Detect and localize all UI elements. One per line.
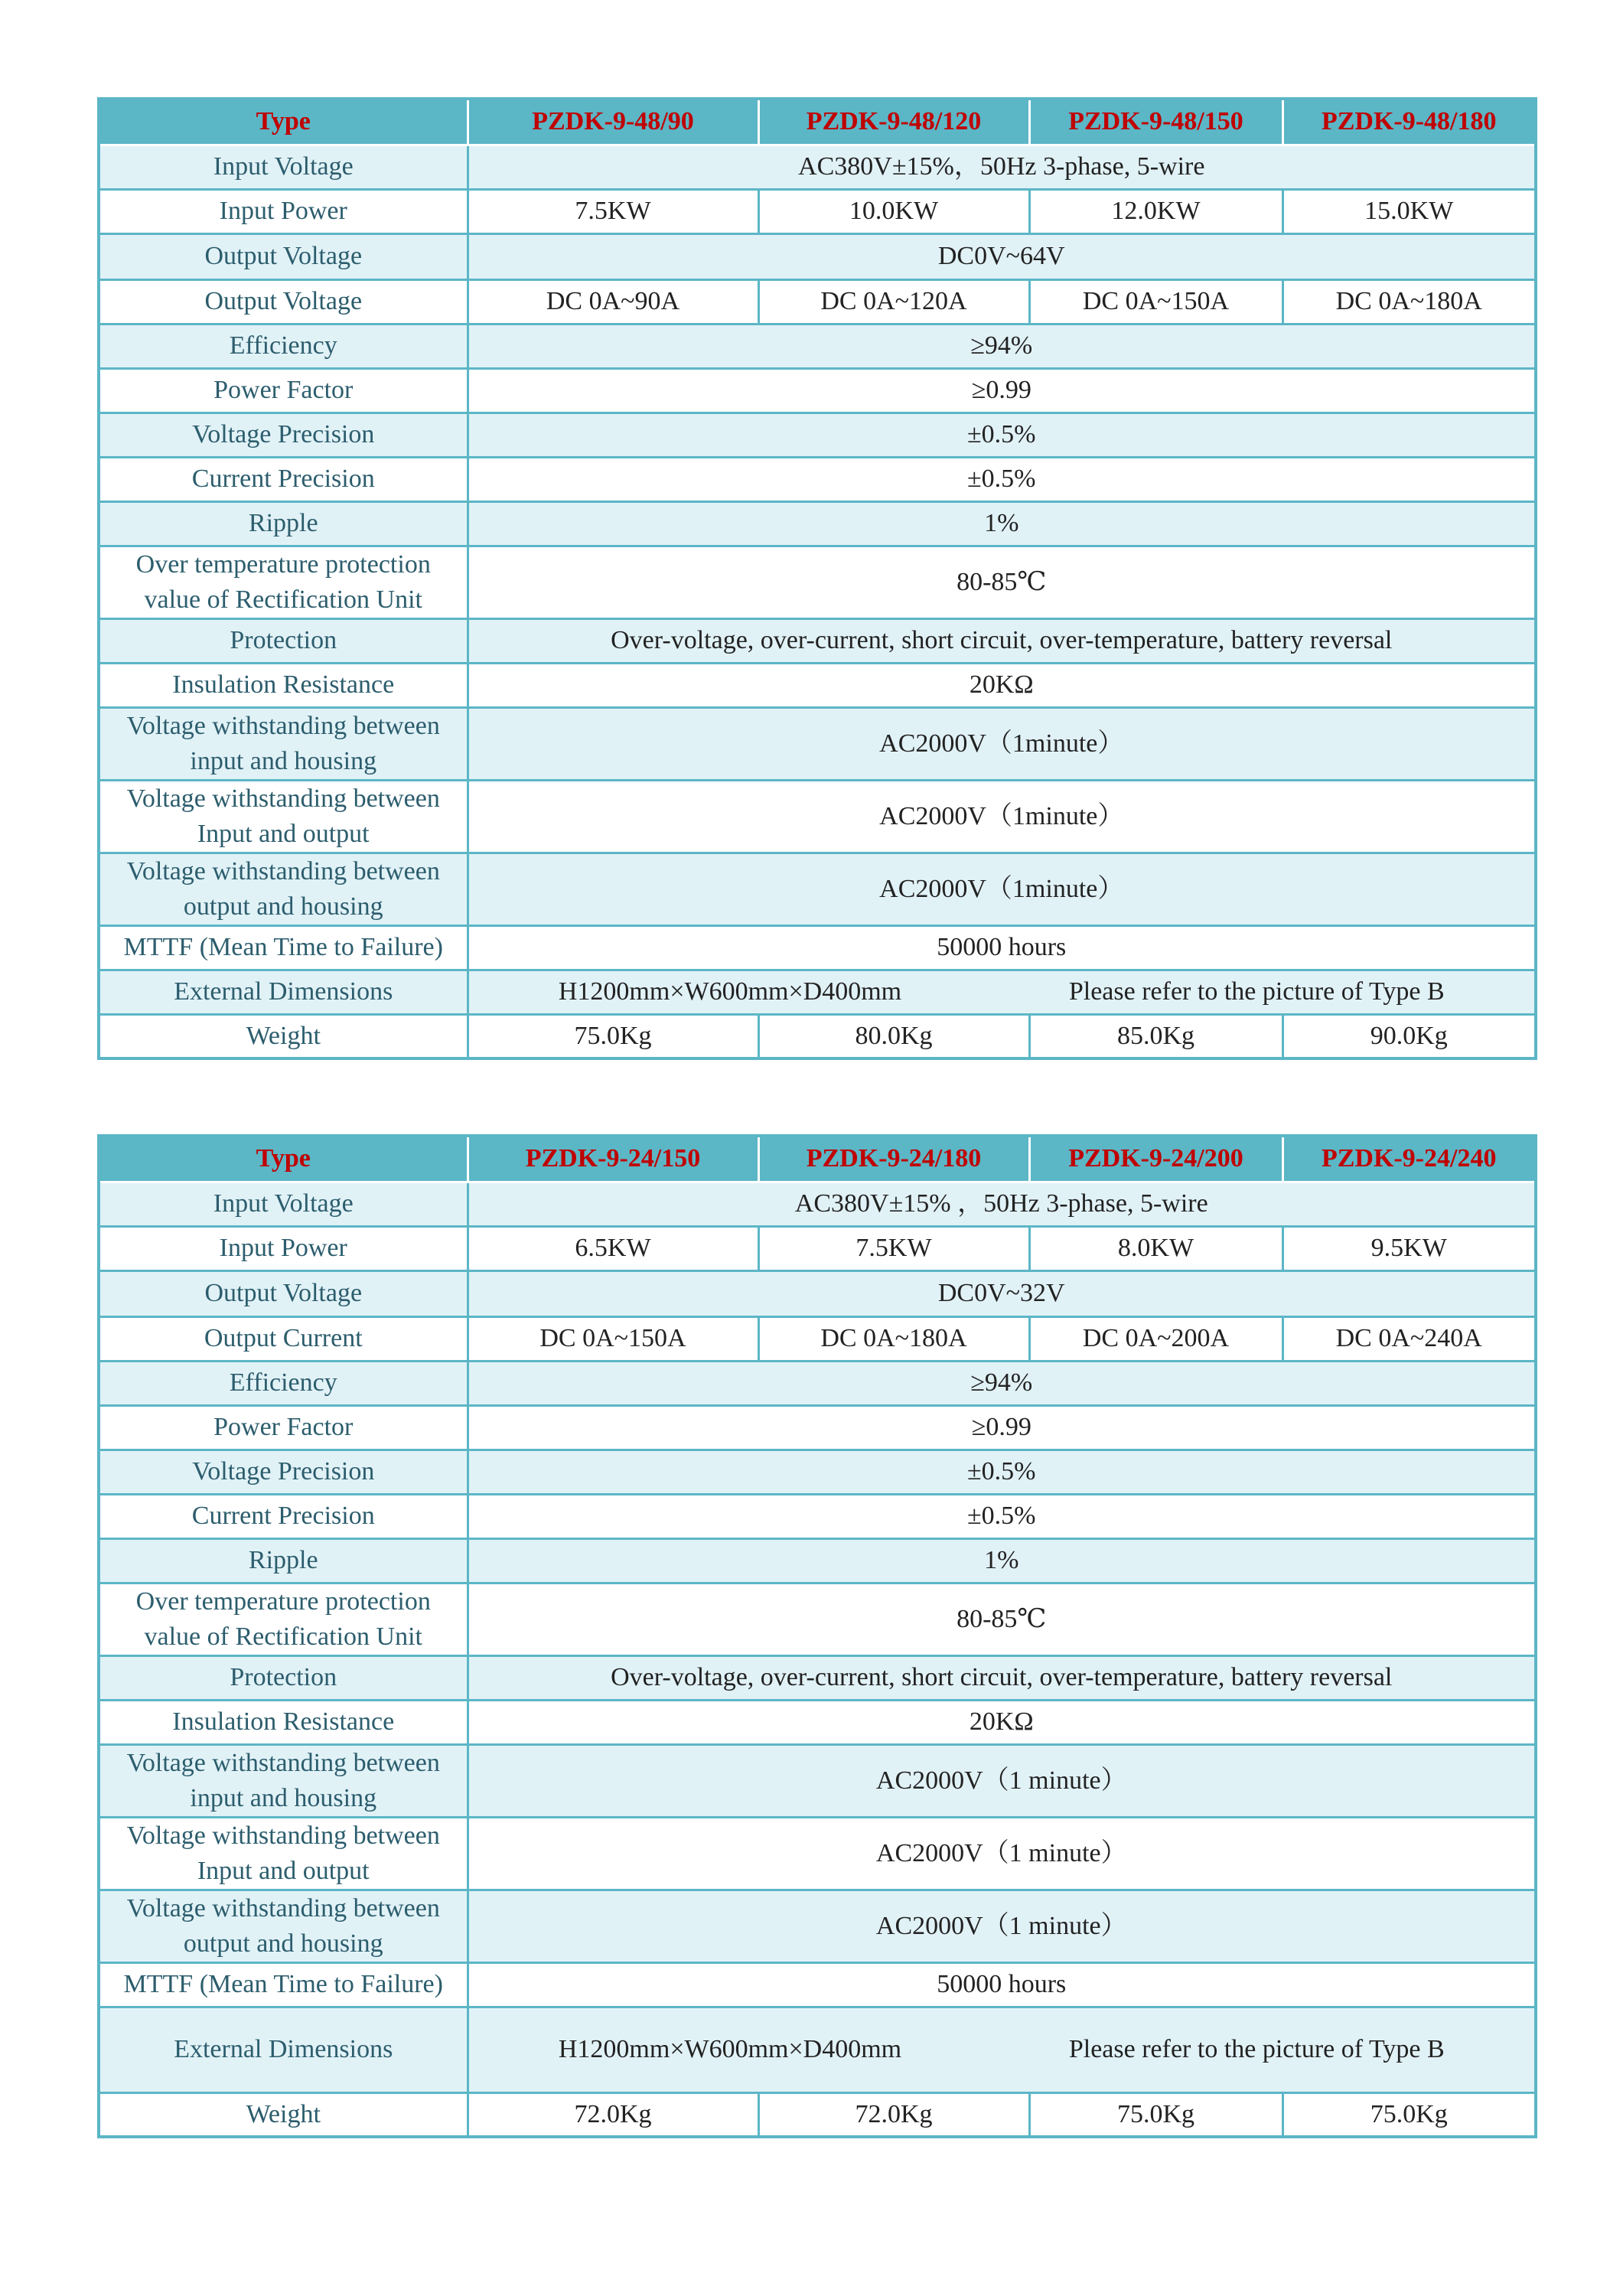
cell-value: 72.0Kg	[468, 2092, 758, 2137]
cell-value: 75.0Kg	[1282, 2092, 1536, 2137]
cell-value: 10.0KW	[758, 189, 1029, 233]
cell-value: DC 0A~120A	[758, 279, 1029, 324]
cell-value-merged: 1%	[468, 1538, 1536, 1583]
cell-value-merged: AC380V±15% ，50Hz 3-phase, 5-wire	[468, 1182, 1536, 1226]
table-row	[99, 368, 1536, 413]
table-row	[99, 663, 1536, 707]
row-label: Output Voltage	[99, 1270, 468, 1316]
cell-value: 80.0Kg	[758, 1014, 1029, 1058]
spec-table-48v	[97, 97, 1537, 1060]
row-label: Input Voltage	[99, 1182, 468, 1226]
cell-value-merged: ≥94%	[468, 1361, 1536, 1405]
row-label: Insulation Resistance	[99, 1700, 468, 1744]
row-label: Ripple	[99, 1538, 468, 1583]
cell-value-merged: 50000 hours	[468, 925, 1536, 970]
cell-value: 7.5KW	[758, 1226, 1029, 1270]
cell-value: 7.5KW	[468, 189, 758, 233]
table-row	[99, 1583, 1536, 1655]
table-row	[99, 413, 1536, 457]
table-row	[99, 1744, 1536, 1817]
cell-value-merged	[468, 970, 1536, 1014]
table-row	[99, 546, 1536, 618]
table-row	[99, 1817, 1536, 1890]
table-row	[99, 189, 1536, 233]
header-row	[99, 1136, 1536, 1182]
row-label: Weight	[99, 1014, 468, 1058]
table-row	[99, 1494, 1536, 1538]
cell-value-merged: ±0.5%	[468, 1450, 1536, 1494]
cell-value-merged: ≥94%	[468, 324, 1536, 368]
cell-value: 75.0Kg	[468, 1014, 758, 1058]
row-label: Over temperature protection value of Rectification Unit	[99, 546, 468, 618]
table-row	[99, 2092, 1536, 2137]
table-row	[99, 324, 1536, 368]
spec-table-24v	[97, 1134, 1537, 2138]
table-row	[99, 925, 1536, 970]
cell-value-merged: ±0.5%	[468, 1494, 1536, 1538]
cell-value-merged: AC2000V（1 minute）	[468, 1744, 1536, 1817]
row-label: Power Factor	[99, 368, 468, 413]
table-row	[99, 2007, 1536, 2092]
cell-value-merged	[468, 2007, 1536, 2092]
table-row	[99, 1890, 1536, 1962]
table-row	[99, 780, 1536, 853]
cell-value-merged: AC2000V（1 minute）	[468, 1817, 1536, 1890]
cell-value: 8.0KW	[1029, 1226, 1282, 1270]
row-label: External Dimensions	[99, 970, 468, 1014]
row-label: Voltage withstanding between output and housing	[99, 1890, 468, 1962]
header-type-label: Type	[99, 1136, 468, 1182]
row-label: Output Current	[99, 1316, 468, 1361]
table-row	[99, 1182, 1536, 1226]
cell-value-merged: AC2000V（1minute）	[468, 853, 1536, 925]
cell-value: DC 0A~150A	[1029, 279, 1282, 324]
table-row	[99, 1538, 1536, 1583]
cell-value: 85.0Kg	[1029, 1014, 1282, 1058]
row-label: Output Voltage	[99, 279, 468, 324]
dimension-size: H1200mm×W600mm×D400mm	[558, 2035, 902, 2063]
cell-value: 9.5KW	[1282, 1226, 1536, 1270]
cell-value: 90.0Kg	[1282, 1014, 1536, 1058]
table-row	[99, 1962, 1536, 2007]
table-row	[99, 1014, 1536, 1058]
row-label: Voltage withstanding between Input and output	[99, 780, 468, 853]
cell-value: DC 0A~90A	[468, 279, 758, 324]
row-label: Input Voltage	[99, 145, 468, 189]
dimension-values	[475, 2032, 1529, 2067]
cell-value-merged: ≥0.99	[468, 1405, 1536, 1450]
cell-value: 72.0Kg	[758, 2092, 1029, 2137]
cell-value-merged: AC2000V（1minute）	[468, 707, 1536, 780]
table-row	[99, 279, 1536, 324]
table-row	[99, 853, 1536, 925]
cell-value: DC 0A~240A	[1282, 1316, 1536, 1361]
cell-value-merged: ±0.5%	[468, 457, 1536, 501]
table-row	[99, 501, 1536, 546]
dimension-values	[475, 974, 1529, 1009]
table-row	[99, 707, 1536, 780]
cell-value-merged: ≥0.99	[468, 368, 1536, 413]
row-label: Voltage withstanding between Input and output	[99, 1817, 468, 1890]
cell-value-merged: 1%	[468, 501, 1536, 546]
dimension-note: Please refer to the picture of Type B	[1068, 977, 1445, 1006]
cell-value-merged: 80-85℃	[468, 546, 1536, 618]
row-label: Voltage withstanding between input and housing	[99, 707, 468, 780]
row-label: Protection	[99, 618, 468, 663]
cell-value: DC 0A~150A	[468, 1316, 758, 1361]
row-label: Weight	[99, 2092, 468, 2137]
cell-value-merged: Over-voltage, over-current, short circuit, over-temperature, battery reversal	[468, 618, 1536, 663]
table-row	[99, 1655, 1536, 1700]
row-label: Ripple	[99, 501, 468, 546]
cell-value-merged: Over-voltage, over-current, short circuit, over-temperature, battery reversal	[468, 1655, 1536, 1700]
header-model: PZDK-9-24/150	[468, 1136, 758, 1182]
cell-value: DC 0A~200A	[1029, 1316, 1282, 1361]
table-row	[99, 1361, 1536, 1405]
cell-value: DC 0A~180A	[1282, 279, 1536, 324]
table-row	[99, 618, 1536, 663]
row-label: Input Power	[99, 1226, 468, 1270]
row-label: MTTF (Mean Time to Failure)	[99, 1962, 468, 2007]
table-row	[99, 145, 1536, 189]
row-label: Protection	[99, 1655, 468, 1700]
cell-value-merged: DC0V~32V	[468, 1270, 1536, 1316]
table-row	[99, 1270, 1536, 1316]
cell-value-merged: AC2000V（1minute）	[468, 780, 1536, 853]
row-label: Voltage Precision	[99, 413, 468, 457]
row-label: Insulation Resistance	[99, 663, 468, 707]
dimension-size: H1200mm×W600mm×D400mm	[558, 977, 902, 1006]
row-label: Current Precision	[99, 457, 468, 501]
row-label: Input Power	[99, 189, 468, 233]
cell-value-merged: AC2000V（1 minute）	[468, 1890, 1536, 1962]
header-model: PZDK-9-48/120	[758, 99, 1029, 145]
table-row	[99, 1316, 1536, 1361]
cell-value: 15.0KW	[1282, 189, 1536, 233]
header-row	[99, 99, 1536, 145]
row-label: Voltage Precision	[99, 1450, 468, 1494]
header-model: PZDK-9-48/150	[1029, 99, 1282, 145]
cell-value: 75.0Kg	[1029, 2092, 1282, 2137]
cell-value-merged: 80-85℃	[468, 1583, 1536, 1655]
cell-value: 12.0KW	[1029, 189, 1282, 233]
table-row	[99, 233, 1536, 279]
header-type-label: Type	[99, 99, 468, 145]
row-label: Over temperature protection value of Rectification Unit	[99, 1583, 468, 1655]
table-row	[99, 970, 1536, 1014]
table-row	[99, 1405, 1536, 1450]
header-model: PZDK-9-48/90	[468, 99, 758, 145]
header-model: PZDK-9-48/180	[1282, 99, 1536, 145]
table-row	[99, 457, 1536, 501]
cell-value: DC 0A~180A	[758, 1316, 1029, 1361]
dimension-note: Please refer to the picture of Type B	[1068, 2035, 1445, 2063]
row-label: Efficiency	[99, 1361, 468, 1405]
cell-value-merged: AC380V±15%，50Hz 3-phase, 5-wire	[468, 145, 1536, 189]
header-model: PZDK-9-24/180	[758, 1136, 1029, 1182]
row-label: Power Factor	[99, 1405, 468, 1450]
cell-value-merged: 20KΩ	[468, 663, 1536, 707]
row-label: Output Voltage	[99, 233, 468, 279]
row-label: Voltage withstanding between output and housing	[99, 853, 468, 925]
row-label: Voltage withstanding between input and housing	[99, 1744, 468, 1817]
row-label: External Dimensions	[99, 2007, 468, 2092]
row-label: MTTF (Mean Time to Failure)	[99, 925, 468, 970]
table-row	[99, 1700, 1536, 1744]
table-row	[99, 1450, 1536, 1494]
header-model: PZDK-9-24/200	[1029, 1136, 1282, 1182]
cell-value-merged: 20KΩ	[468, 1700, 1536, 1744]
cell-value-merged: ±0.5%	[468, 413, 1536, 457]
row-label: Efficiency	[99, 324, 468, 368]
cell-value-merged: 50000 hours	[468, 1962, 1536, 2007]
row-label: Current Precision	[99, 1494, 468, 1538]
cell-value: 6.5KW	[468, 1226, 758, 1270]
cell-value-merged: DC0V~64V	[468, 233, 1536, 279]
table-row	[99, 1226, 1536, 1270]
header-model: PZDK-9-24/240	[1282, 1136, 1536, 1182]
